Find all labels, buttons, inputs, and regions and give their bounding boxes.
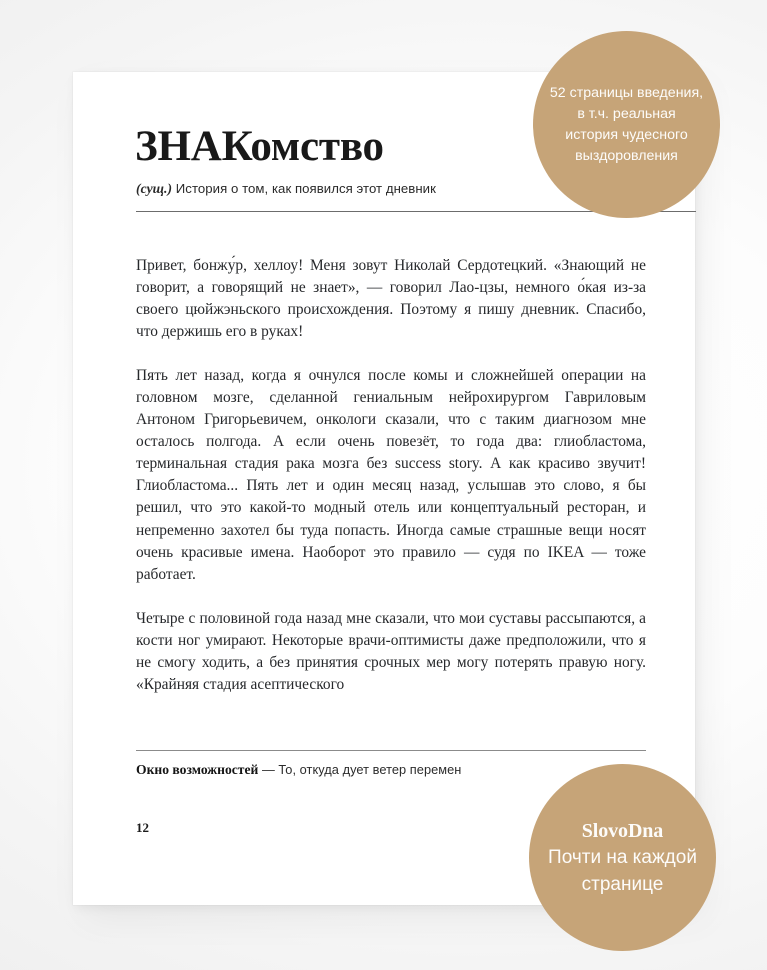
page-number: 12 [136,820,149,835]
badge-brand-name: SlovoDna [581,819,664,842]
page-subtitle [136,180,436,198]
paragraph: Привет, бонжу́р, хеллоу! Меня зовут Николай Сердотецкий. «Знающий не говорит, а говорящий не знает», — говорил Лао-цзы, немного о́кая из-за своего цюйжэньского происхождения. Поэтому я пишу дневник. Спасибо, что держишь его в руках! [136,257,646,341]
page-title: ЗНАКомство [135,123,384,170]
footer-definition-text: — То, откуда дует ветер перемен [258,762,462,777]
badge-intro-pages [533,31,720,218]
page-subtitle-text: История о том, как появился этот дневник [172,181,436,196]
badge-slovodna-label: Почти на каждой странице [548,846,697,895]
part-of-speech-marker: (сущ.) [136,181,173,196]
footer-divider [136,750,646,751]
badge-intro-pages-label: 52 страницы введения, в т.ч. реальная история чудесного выздоровления [549,84,704,164]
paragraph: Четыре с половиной года назад мне сказали, что мои суставы рассыпаются, а кости ног умирают. Некоторые врачи-оптимисты даже предположили, что я не смогу ходить, а без принятия срочных мер могу потерять правую ногу. «Крайняя стадия асептического [136,609,646,693]
paragraph: Пять лет назад, когда я очнулся после комы и сложнейшей операции на головном мозге, сделанной гениальным нейрохирургом Гавриловым Антоном Григорьевичем, онкологи сказали, что с таким диагнозом мне осталось полгода. А если очень повезёт, то года два: глиобластома, терминальная стадия рака мозга без success story. А как красиво звучит! Глиобластома... Пять лет и один месяц назад, услышав это слово, я бы решил, что это какой-то модный отель или концептуальный ресторан, и непременно захотел бы туда попасть. Иногда самые страшные вещи носят очень красивые имена. Наоборот это правило — судя по IKEA — тоже работает. [136,367,646,583]
badge-slovodna-content [529,818,716,898]
footer-term: Окно возможностей [136,762,259,777]
badge-slovodna [529,764,716,951]
body-text [136,255,646,696]
